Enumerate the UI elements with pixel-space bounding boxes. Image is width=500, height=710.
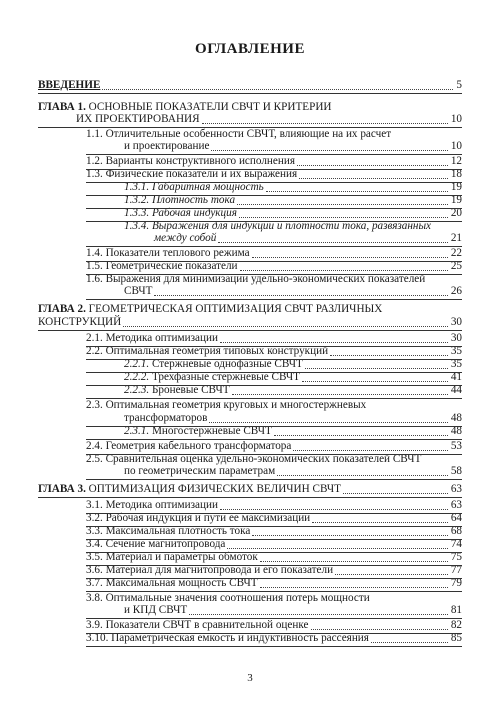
toc-entry-title: Броневые СВЧТ [151, 384, 230, 396]
toc-entry-page: 85 [450, 632, 462, 644]
dot-leader [209, 412, 447, 423]
toc-entry-number: 2.3.1. [124, 425, 150, 437]
toc-entry-title: по геометрическим параметрам [124, 465, 276, 477]
dot-leader [277, 465, 448, 476]
toc-entry-page: 35 [450, 345, 462, 357]
toc-entry-number: 3.5. [86, 551, 103, 563]
toc-entry-title: СВЧТ [124, 285, 153, 297]
dot-leader [220, 332, 448, 343]
dot-leader [189, 604, 448, 615]
toc-entry-number: 3.2. [86, 512, 103, 524]
separator-rule [86, 618, 462, 619]
toc-entry-number: 1.6. [86, 273, 103, 285]
toc-entry-text [38, 303, 382, 316]
toc-entry-title: КОНСТРУКЦИЙ [38, 316, 122, 328]
toc-entry-text [124, 604, 187, 617]
toc-entry-title: ГЕОМЕТРИЧЕСКАЯ ОПТИМИЗАЦИЯ СВЧТ РАЗЛИЧНЫХ [88, 303, 383, 315]
toc-entry-number: 1.3.4. [124, 220, 150, 232]
separator-rule [86, 552, 462, 553]
dot-leader [252, 247, 448, 258]
toc-entry-title: Оптимальная геометрия круговых и многостержневых [105, 399, 367, 411]
toc-entry-number: 2.2.2. [124, 371, 150, 383]
toc-entry-page: 19 [450, 181, 462, 193]
separator-rule [86, 274, 462, 275]
toc-entry-page: 12 [450, 155, 462, 167]
toc-entry-title: Рабочая индукция и пути ее максимизации [105, 512, 311, 524]
dot-leader [343, 483, 448, 494]
separator-rule [38, 127, 462, 128]
separator-rule [86, 372, 462, 373]
toc-entry-page: 58 [450, 465, 462, 477]
separator-rule [86, 221, 462, 222]
separator-rule [86, 154, 462, 155]
toc-entry-page: 82 [450, 619, 462, 631]
toc-entry-page: 10 [450, 140, 462, 152]
toc-entry-title: ОПТИМИЗАЦИЯ ФИЗИЧЕСКИХ ВЕЛИЧИН СВЧТ [88, 483, 341, 495]
separator-rule [86, 182, 462, 183]
toc-entry-number: 3.3. [86, 525, 103, 537]
toc-entry-page: 64 [450, 512, 462, 524]
separator-rule [86, 261, 462, 262]
toc-entry-title: Оптимальная геометрия типовых конструкций [105, 345, 329, 357]
toc-entry-number: ГЛАВА 2. [38, 303, 86, 315]
separator-rule [86, 169, 462, 170]
separator-rule [86, 578, 462, 579]
toc-entry-number: 3.7. [86, 577, 103, 589]
toc-entry-page: 30 [450, 332, 462, 344]
toc-entry-title: Показатели теплового режима [105, 247, 250, 259]
toc-entry-number: 3.6. [86, 564, 103, 576]
toc-entry-number: 3.10. [86, 632, 109, 644]
toc-entry-title: Стержневые однофазные СВЧТ [151, 358, 303, 370]
toc-entry-number: 2.1. [86, 332, 103, 344]
toc-entry-number: ГЛАВА 3. [38, 483, 86, 495]
toc-entry-title: ОСНОВНЫЕ ПОКАЗАТЕЛИ СВЧТ И КРИТЕРИИ [88, 101, 332, 113]
toc-entry-title: Отличительные особенности СВЧТ, влияющие на их расчет [105, 128, 392, 140]
toc-entry-title: Максимальная мощность СВЧТ [105, 577, 258, 589]
toc-entry-title: Выражения для индукции и плотности тока, развязанных [151, 220, 432, 232]
toc-entry-title: Плотность тока [151, 194, 236, 206]
separator-rule [86, 426, 462, 427]
toc-entry-number: ГЛАВА 1. [38, 101, 86, 113]
toc-entry-text [124, 285, 152, 298]
toc-entry-title: Трехфазные стержневые СВЧТ [151, 371, 300, 383]
separator-rule [38, 93, 462, 94]
toc-entry-number: 2.2. [86, 345, 103, 357]
toc-entry-page: 30 [450, 316, 462, 328]
toc-entry-title: Сравнительная оценка удельно-экономических показателей СВЧТ [105, 453, 422, 465]
toc-entry-page: 18 [450, 168, 462, 180]
toc-entry-text [124, 465, 275, 478]
separator-rule [86, 359, 462, 360]
toc-entry-title: и проектирование [124, 140, 210, 152]
dot-leader [123, 316, 448, 327]
toc-entry-number: 2.3. [86, 399, 103, 411]
toc-entry-page: 41 [450, 371, 462, 383]
toc-entry-number: 1.1. [86, 128, 103, 140]
toc-entry-title: Максимальная плотность тока [105, 525, 251, 537]
toc-entry-page: 81 [450, 604, 462, 616]
toc-entry-page: 75 [450, 551, 462, 563]
toc-entry-page: 35 [450, 358, 462, 370]
toc-entry-title: Варианты конструктивного исполнения [105, 155, 295, 167]
dot-leader [293, 440, 447, 451]
toc-entry-text [38, 316, 121, 329]
toc-entry-title: Сечение магнитопровода [105, 538, 226, 550]
toc-entry-page: 74 [450, 538, 462, 550]
toc-entry-page: 22 [450, 247, 462, 259]
separator-rule [86, 346, 462, 347]
page-number: 3 [247, 672, 253, 684]
toc-entry-title: Материал и параметры обмоток [105, 551, 258, 563]
dot-leader [154, 285, 447, 296]
toc-entry-title: Показатели СВЧТ в сравнительной оценке [105, 619, 309, 631]
toc-entry-title: Выражения для минимизации удельно-экономических показателей [105, 273, 426, 285]
toc-entry-number: 1.3.2. [124, 194, 150, 206]
toc-entry-text [86, 155, 295, 168]
separator-rule [86, 385, 462, 386]
toc-entry-title: Рабочая индукция [151, 207, 237, 219]
toc-entry-number: 1.3.1. [124, 181, 150, 193]
toc-entry-title: ИХ ПРОЕКТИРОВАНИЯ [76, 113, 200, 125]
toc-entry-text [124, 140, 209, 153]
toc-entry-number: 1.4. [86, 247, 103, 259]
toc-entry-number: 1.3. [86, 168, 103, 180]
toc-entry-page: 48 [450, 425, 462, 437]
toc-entry-title: Оптимальные значения соотношения потерь мощности [105, 592, 370, 604]
toc-entry-title: Геометрические показатели [105, 260, 238, 272]
toc-entry-title: Физические показатели и их выражения [105, 168, 298, 180]
separator-rule [86, 591, 462, 592]
dot-leader [311, 619, 448, 630]
toc-entry-text [86, 247, 250, 260]
dot-leader [218, 232, 448, 243]
toc-entry-title: Многостержневые СВЧТ [151, 425, 272, 437]
separator-rule [86, 439, 462, 440]
dot-leader [202, 113, 448, 124]
toc-entry-title: Методика оптимизации [105, 499, 218, 511]
separator-rule [86, 208, 462, 209]
toc-entry-number: 3.8. [86, 592, 103, 604]
separator-rule [86, 299, 462, 300]
dot-leader [102, 79, 453, 90]
toc-entry-title: Габаритная мощность [151, 181, 264, 193]
toc-entry-page: 21 [450, 232, 462, 244]
toc-entry-text [124, 412, 207, 425]
toc-entry-page: 63 [450, 483, 462, 495]
separator-rule [86, 398, 462, 399]
toc-entry-page: 26 [450, 285, 462, 297]
toc-entry-page: 25 [450, 260, 462, 272]
toc-entry-text [154, 232, 216, 245]
toc-entry-text [86, 332, 218, 345]
toc-entry-page: 68 [450, 525, 462, 537]
toc-entry-text [86, 619, 309, 632]
toc-entry-title: трансформаторов [124, 412, 208, 424]
dot-leader [297, 155, 448, 166]
toc-entry-title: Параметрическая емкость и индуктивность рассеяния [111, 632, 369, 644]
toc-entry-text [76, 113, 200, 126]
toc-entry-title: ВВЕДЕНИЕ [38, 79, 101, 91]
separator-rule [86, 195, 462, 196]
toc-entry-text [86, 399, 366, 412]
toc-entry-number: 2.4. [86, 440, 103, 452]
toc-entry-number: 2.2.3. [124, 384, 150, 396]
toc-entry-number: 1.3.3. [124, 207, 150, 219]
toc-entry-page: 48 [450, 412, 462, 424]
separator-rule [86, 646, 462, 647]
toc-entry-page: 5 [456, 79, 462, 91]
separator-rule [86, 633, 462, 634]
toc-entry-number: 1.2. [86, 155, 103, 167]
separator-rule [86, 526, 462, 527]
toc-entry-title: Материал для магнитопровода и его показатели [105, 564, 334, 576]
toc-entry-number: 3.9. [86, 619, 103, 631]
toc-entry-page: 44 [450, 384, 462, 396]
toc-entry-text [86, 499, 218, 512]
separator-rule [86, 454, 462, 455]
toc-entry-page: 20 [450, 207, 462, 219]
separator-rule [86, 246, 462, 247]
toc-entry-page: 79 [450, 577, 462, 589]
separator-rule [86, 479, 462, 480]
toc-entry-title: Методика оптимизации [105, 332, 218, 344]
toc-entry-number: 2.2.1. [124, 358, 150, 370]
separator-rule [86, 513, 462, 514]
separator-rule [86, 539, 462, 540]
dot-leader [220, 499, 448, 510]
toc-entry-number: 3.4. [86, 538, 103, 550]
toc-entry-text [38, 483, 341, 496]
toc-entry-text [38, 79, 100, 92]
toc-entry-number: 1.5. [86, 260, 103, 272]
dot-leader [211, 140, 447, 151]
toc-entry-page: 63 [450, 499, 462, 511]
toc-entry-title: и КПД СВЧТ [124, 604, 188, 616]
toc-entry-title: между собой [154, 232, 217, 244]
toc-entry-page: 19 [450, 194, 462, 206]
toc-entry-text [86, 440, 291, 453]
toc-entry-page: 77 [450, 564, 462, 576]
separator-rule [38, 497, 462, 498]
toc-entry-number: 2.5. [86, 453, 103, 465]
toc-entry-page: 53 [450, 440, 462, 452]
page-title: ОГЛАВЛЕНИЕ [195, 41, 305, 57]
separator-rule [86, 565, 462, 566]
toc-entry-page: 10 [450, 113, 462, 125]
toc-entry-title: Геометрия кабельного трансформатора [105, 440, 292, 452]
toc-entry-number: 3.1. [86, 499, 103, 511]
separator-rule [38, 330, 462, 331]
